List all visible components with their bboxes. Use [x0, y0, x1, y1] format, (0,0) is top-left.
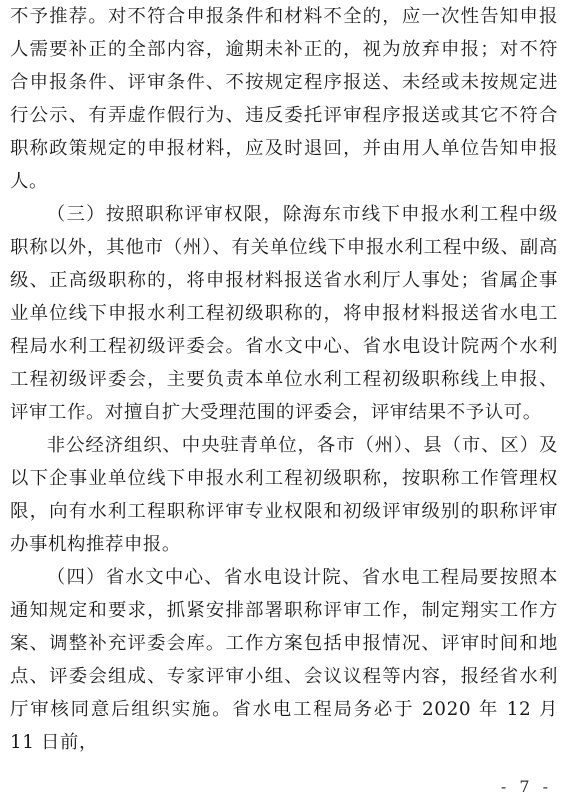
document-body	[10, 0, 558, 759]
paragraph-non-public: 非公经济组织、中央驻青单位，各市（州）、县（市、区）及以下企事业单位线下申报水利工程初级职称，按职称工作管理权限，向有水利工程职称评审专业权限和初级评审级别的职称评审办事机构推荐申报。	[10, 435, 558, 555]
paragraph-section-4: （四）省水文中心、省水电设计院、省水电工程局要按照本通知规定和要求，抓紧安排部署职称评审工作，制定翔实工作方案、调整补充评委会库。工作方案包括申报情况、评审时间和地点、评委会组成、专家评审小组、会议议程等内容，报经省水利厅审核同意后组织实施。省水电工程局务必于 2020 年 12 月 11 日前，	[10, 567, 558, 753]
paragraph-section-3: （三）按照职称评审权限，除海东市线下申报水利工程中级职称以外，其他市（州）、有关单位线下申报水利工程中级、副高级、正高级职称的，将申报材料报送省水利厅人事处；省属企事业单位线下申报水利工程初级职称的，将申报材料报送省水电工程局水利工程初级评委会。省水文中心、省水电设计院两个水利工程初级评委会，主要负责本单位水利工程初级职称线上申报、评审工作。对擅自扩大受理范围的评委会，评审结果不予认可。	[10, 204, 558, 423]
page-number: - 7 -	[500, 777, 552, 796]
paragraph-continuation: 不予推荐。对不符合申报条件和材料不全的，应一次性告知申报人需要补正的全部内容，逾期未补正的，视为放弃申报；对不符合申报条件、评审条件、不按规定程序报送、未经或未按规定进行公示、有弄虚作假行为、违反委托评审程序报送或其它不符合职称政策规定的申报材料，应及时退回，并由用人单位告知申报人。	[10, 6, 558, 192]
